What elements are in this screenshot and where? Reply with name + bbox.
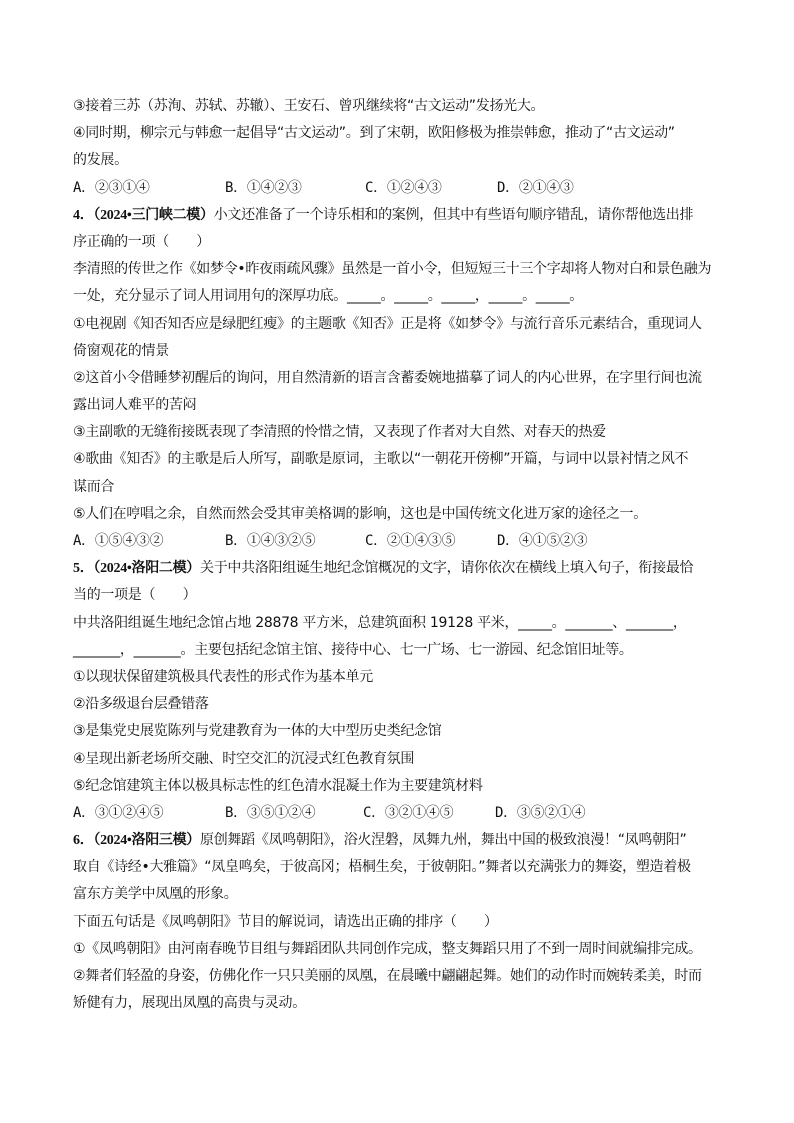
q3-item-3: ③接着三苏（苏洵、苏轼、苏辙）、王安石、曾巩继续将“古文运动”发扬光大。 bbox=[73, 98, 545, 114]
q5-option-c: C．③②①④⑤ bbox=[363, 804, 454, 821]
q4-option-a: A．①⑤④③② bbox=[73, 533, 164, 549]
q4-passage-cont: 一处，充分显示了词人用词用句的深厚功底。_____。_____。_____，_____。_____。 bbox=[73, 288, 583, 305]
q3-option-d: D．②①④③ bbox=[497, 179, 574, 196]
q6-number: 6．（2024•洛阳三模） bbox=[73, 833, 201, 849]
q6-stem bbox=[73, 827, 733, 854]
q6-stem-cont-2: 富东方美学中凤凰的形象。 bbox=[73, 886, 238, 903]
q5-option-a: A．③①②④⑤ bbox=[73, 804, 164, 821]
q4-option-c: C．②①④③⑤ bbox=[365, 533, 456, 549]
q3-option-a: A．②③①④ bbox=[73, 179, 150, 196]
q4-item-5: ⑤人们在哼唱之余，自然而然会受其审美格调的影响，这也是中国传统文化进万家的途径之一。 bbox=[73, 505, 647, 522]
q5-passage: 中共洛阳组诞生地纪念馆占地 28878 平方米，总建筑面积 19128 平米，_____。_______、_______， bbox=[73, 614, 687, 631]
q5-item-5: ⑤纪念馆建筑主体以极具标志性的红色清水混凝土作为主要建筑材料 bbox=[73, 777, 483, 794]
q4-option-b: B．①④③②⑤ bbox=[225, 533, 316, 549]
q3-item-4: ④同时期，柳宗元与韩愈一起倡导“古文运动”。到了宋朝，欧阳修极为推崇韩愈，推动了“古文运动” bbox=[73, 125, 675, 142]
q3-option-b: B．①④②③ bbox=[225, 179, 302, 196]
q5-stem-text: 关于中共洛阳组诞生地纪念馆概况的文字，请你依次在横线上填入句子，衔接最恰 bbox=[200, 560, 694, 577]
q5-options bbox=[73, 800, 733, 827]
q5-option-b: B．③⑤①②④ bbox=[225, 804, 316, 821]
q3-options bbox=[73, 175, 733, 202]
q4-option-d: D．④①⑤②③ bbox=[497, 533, 588, 549]
q6-stem-cont: 取自《诗经•大雅篇》“凤皇鸣矣，于彼高冈；梧桐生矣，于彼朝阳。”舞者以充满张力的舞姿，塑造着极 bbox=[73, 859, 691, 876]
q4-passage: 李清照的传世之作《如梦令•昨夜雨疏风骤》虽然是一首小令，但短短三十三个字却将人物对白和景色融为 bbox=[73, 261, 712, 278]
q5-passage-cont: _______，_______。主要包括纪念馆主馆、接待中心、七一广场、七一游园、纪念馆旧址等。 bbox=[73, 641, 633, 658]
q6-question: 下面五句话是《凤鸣朝阳》节目的解说词，请选出正确的排序（ ） bbox=[73, 913, 498, 930]
q4-item-3: ③主副歌的无缝衔接既表现了李清照的怜惜之情，又表现了作者对大自然、对春天的热爱 bbox=[73, 424, 606, 441]
q4-options bbox=[73, 528, 733, 555]
q4-item-1: ①电视剧《知否知否应是绿肥红瘦》的主题歌《知否》正是将《如梦令》与流行音乐元素结合，重现词人 bbox=[73, 315, 702, 332]
q5-item-3: ③是集党史展览陈列与党建教育为一体的大中型历史类纪念馆 bbox=[73, 723, 442, 740]
q4-stem bbox=[73, 202, 733, 229]
q6-stem-text: 原创舞蹈《凤鸣朝阳》，浴火涅磐，凤舞九州，舞出中国的极致浪漫！“凤鸣朝阳” bbox=[200, 832, 687, 849]
q5-stem bbox=[73, 555, 733, 582]
q3-option-c: C．①②④③ bbox=[365, 179, 442, 196]
q5-item-1: ①以现状保留建筑极具代表性的形式作为基本单元 bbox=[73, 668, 373, 685]
q4-stem-text: 小文还准备了一个诗乐相和的案例，但其中有些语句顺序错乱，请你帮他选出排 bbox=[213, 206, 694, 223]
q6-item-2-cont: 矫健有力，展现出凤凰的高贵与灵动。 bbox=[73, 995, 306, 1012]
q5-item-4: ④呈现出新老场所交融、时空交汇的沉浸式红色教育氛围 bbox=[73, 750, 415, 767]
q3-item-4-cont: 的发展。 bbox=[73, 152, 128, 169]
q5-item-2: ②沿多级退台层叠错落 bbox=[73, 696, 209, 713]
q4-item-4-cont: 谋而合 bbox=[73, 478, 115, 495]
q4-stem-cont: 序正确的一项（ ） bbox=[73, 233, 210, 250]
q4-item-4: ④歌曲《知否》的主歌是后人所写，副歌是原词，主歌以“一朝花开傍柳”开篇，与词中以景衬情之风不 bbox=[73, 451, 689, 468]
q6-item-2: ②舞者们轻盈的身姿，仿佛化作一只只美丽的凤凰，在晨曦中翩翩起舞。她们的动作时而婉转柔美，时而 bbox=[73, 968, 702, 984]
q5-option-d: D．③⑤②①④ bbox=[495, 804, 586, 821]
q6-item-1: ①《凤鸣朝阳》由河南春晚节目组与舞蹈团队共同创作完成，整支舞蹈只用了不到一周时间就编排完成。 bbox=[73, 940, 702, 957]
q5-number: 5．（2024•洛阳二模） bbox=[73, 561, 201, 577]
q4-item-2-cont: 露出词人难平的苦闷 bbox=[73, 397, 197, 414]
q4-number: 4．（2024•三门峡二模） bbox=[73, 207, 214, 223]
document-page bbox=[73, 93, 733, 1017]
q4-item-1-cont: 倚窗观花的情景 bbox=[73, 342, 169, 359]
q4-item-2: ②这首小令借睡梦初醒后的询问，用自然清新的语言含蓄委婉地描摹了词人的内心世界，在字里行间也流 bbox=[73, 369, 702, 386]
q5-stem-cont: 当的一项是（ ） bbox=[73, 587, 197, 604]
